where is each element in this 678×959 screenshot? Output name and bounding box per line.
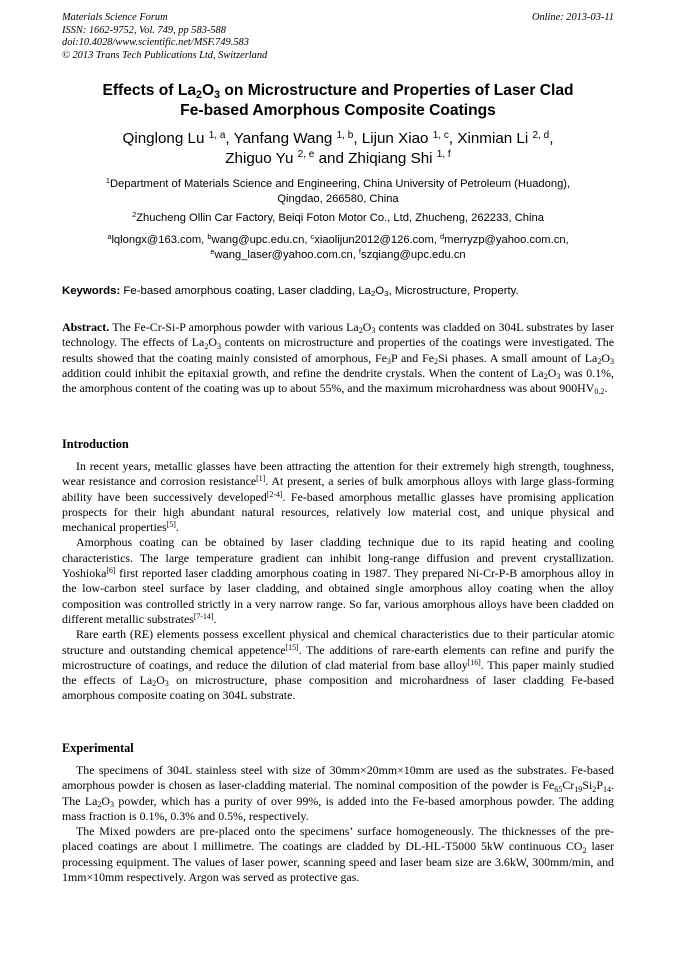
- paragraph: In recent years, metallic glasses have been attracting the attention for their extremely high strength, toughness, wear resistance and corrosion resistance[1]. At present, a series of bulk amorphous alloys with large glass-forming ability have been successively developed[2-4]. Fe-based amorphous metallic glasses have promising application prospects for their high abundant natural resources, relatively low material cost, and unique physical and mechanical properties[5].: [62, 459, 614, 535]
- abstract-label: Abstract.: [62, 320, 110, 334]
- journal-doi: doi:10.4028/www.scientific.net/MSF.749.583: [62, 37, 249, 49]
- paragraph: The Mixed powders are pre-placed onto the specimens’ surface homogeneously. The thicknesses of the pre-placed coatings are about l millimetre. The coatings are cladded by DL-HL-T5000 5kW continuous $CO_2$ laser processing equipment. The values of laser power, scanning speed and laser beam size are 3.6kW, 300mm/min, and 1mm×10mm respectively. Argon was served as protective gas.: [62, 824, 614, 885]
- journal-name: Materials Science Forum: [62, 12, 168, 23]
- author: Yanfang Wang: [233, 130, 333, 147]
- abstract: Abstract. The Fe-Cr-Si-P amorphous powder with various $La_2O_3$ contents was cladded on 304L substrates by laser technology. The effects of $La_2O_3$ contents on microstructure and properties of the coatings were investigated. The results showed that the coating mainly consisted of amorphous, $Fe_3P$ and $Fe_2Si$ phases. A small amount of $La_2O_3$ addition could inhibit the epitaxial growth, and refine the dendrite crystals. When the content of $La_2O_3$ was 0.1%, the amorphous content of the coating was up to about 55%, and the maximum microhardness was about $900HV_{0.2}$.: [62, 320, 614, 397]
- paragraph: Rare earth (RE) elements possess excellent physical and chemical characteristics due to their particular atomic structure and outstanding chemical appetence[15]. The additions of rare-earth elements can refine and purify the microstructure of coatings, and reduce the dilution of clad material from base alloy[16]. This paper mainly studied the effects of $La_2O_3$ on microstructure, phase composition and microhardness of laser cladding Fe-based amorphous composite coating on 304L substrate.: [62, 627, 614, 703]
- keywords: Keywords: Fe-based amorphous coating, Laser cladding, $La_2O_3$, Microstructure, Property.: [62, 285, 519, 299]
- journal-issn: ISSN: 1662-9752, Vol. 749, pp 583-588: [62, 24, 226, 36]
- journal-copyright: © 2013 Trans Tech Publications Ltd, Switzerland: [62, 49, 268, 61]
- introduction-body: [62, 459, 614, 704]
- author: Zhiqiang Shi: [348, 149, 433, 167]
- section-heading-experimental: Experimental: [62, 741, 134, 755]
- experimental-body: [62, 763, 614, 885]
- paper-title: Effects of $La_2O_3$ on Microstructure and Properties of Laser Clad Fe-based Amorphous Composite Coatings: [62, 81, 614, 121]
- paragraph: The specimens of 304L stainless steel with size of 30mm×20mm×10mm are used as the substrates. Fe-based amorphous powder is chosen as laser-cladding material. The nominal composition of the powder is $Fe_{65}Cr_{19}Si_2P_{14}$. The $La_2O_3$ powder, which has a purity of over 99%, is added into the Fe-based amorphous powder. The adding mass fraction is 0.1%, 0.3% and 0.5%, respectively.: [62, 763, 615, 823]
- author-emails: $^a$lqlongx@163.com, $^b$wang@upc.edu.cn, $^c$xiaolijun2012@126.com, $^d$merryzp@yahoo.com.cn, $^e$wang_laser@yahoo.com.cn, $^f$szqiang@upc.edu.cn: [107, 232, 569, 261]
- keywords-label: Keywords:: [62, 285, 121, 297]
- author-list: Qinglong Lu $^{1, a}$, Yanfang Wang $^{1, b}$, Lijun Xiao $^{1, c}$, Xinmian Li $^{2, d}$, Zhiguo Yu $^{2, e}$ and Zhiqiang Shi $^{1, f}$: [122, 129, 554, 167]
- author: Lijun Xiao: [361, 130, 429, 147]
- affiliation-1: $^1$Department of Materials Science and Engineering, China University of Petroleum (Huadong), Qingdao, 266580, China: [105, 176, 571, 205]
- paper-title-line2: Fe-based Amorphous Composite Coatings: [180, 102, 496, 119]
- affiliation-2: $^2$Zhucheng Ollin Car Factory, Beiqi Foton Motor Co., Ltd, Zhucheng, 262233, China: [132, 210, 544, 224]
- paragraph: Amorphous coating can be obtained by laser cladding technique due to its rapid heating and cooling characteristics. The large temperature gradient can inhibit long-range diffusion and prevent crystallization. Yoshioka[6] first reported laser cladding amorphous coating in 1987. They prepared Ni-Cr-P-B amorphous alloy in the low-carbon steel surface by laser cladding, and obtained single amorphous alloy coating when the alloy composition was controlled strictly in a very narrow range. So far, various amorphous alloys have been cladded on different metallic substrates[7-14].: [62, 535, 614, 626]
- journal-header: [62, 12, 614, 62]
- author: Qinglong Lu: [122, 130, 205, 147]
- author: Xinmian Li: [457, 130, 529, 147]
- section-heading-introduction: Introduction: [62, 437, 129, 451]
- online-date: Online: 2013-03-11: [531, 12, 614, 23]
- author: Zhiguo Yu: [225, 149, 294, 167]
